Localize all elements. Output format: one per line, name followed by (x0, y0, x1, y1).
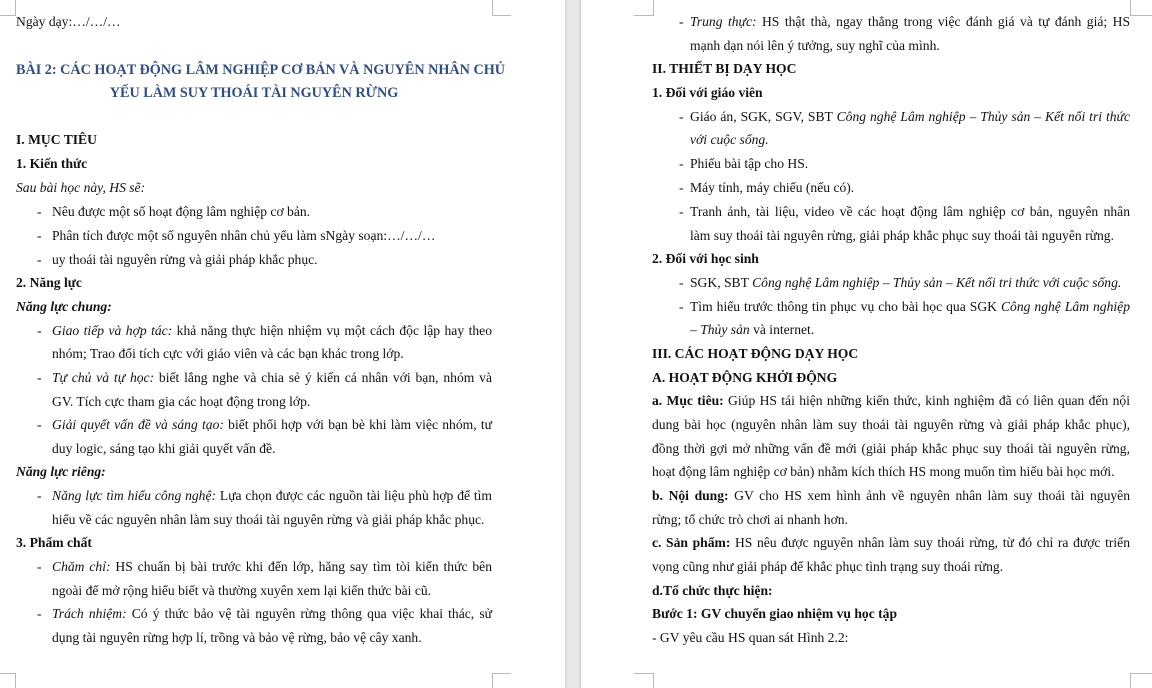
item-text: và internet. (749, 322, 815, 337)
bullet-dash: - (37, 606, 42, 621)
margin-corner-bottom-right (492, 673, 511, 688)
item-label: Trung thực: (690, 14, 757, 29)
bullet-dash: - (37, 323, 42, 338)
bullet-dash: - (679, 109, 684, 124)
list-item-continuation: hiểu về các nguyên nhân làm suy thoái tài nguyên rừng và giải pháp khắc phục. (52, 512, 485, 527)
list-item: Nêu được một số hoạt động lâm nghiệp cơ bản. (52, 204, 311, 219)
item-text: SGK, SBT (690, 275, 753, 290)
paragraph-line: dung bài học (nguyên nhân làm suy thoái tài nguyên rừng và giải pháp khắc phục), (652, 417, 1130, 432)
paragraph-line: vọng cũng như giải pháp để khắc phục tình trạng suy thoái rừng. (652, 559, 1004, 574)
list-item-continuation: duy logic, sáng tạo khi giải quyết vấn đề. (52, 441, 276, 456)
subheading-knowledge: 1. Kiến thức (16, 156, 88, 171)
bullet-dash: - (679, 299, 684, 314)
bullet-dash: - (37, 204, 42, 219)
item-label: Giải quyết vấn đề và sáng tạo: (52, 417, 224, 432)
item-text: biết phối hợp với bạn bè khi làm việc nhóm, tư (223, 417, 492, 432)
item-label: Chăm chỉ: (52, 559, 111, 574)
step1-heading: Bước 1: GV chuyển giao nhiệm vụ học tập (652, 606, 898, 621)
margin-corner-top-left (0, 0, 16, 16)
section-heading-activities: III. CÁC HOẠT ĐỘNG DẠY HỌC (652, 346, 859, 361)
book-title: Công nghệ Lâm nghiệp – Thủy sản – Kết nối tri thức với cuộc sống. (752, 275, 1122, 290)
margin-corner-top-right (492, 0, 511, 16)
margin-corner-bottom-right (1130, 673, 1152, 688)
paragraph-label: a. Mục tiêu: (652, 393, 724, 408)
lesson-title-line2: YẾU LÀM SUY THOÁI TÀI NGUYÊN RỪNG (109, 85, 399, 101)
bullet-dash: - (37, 488, 42, 503)
subheading-competence: 2. Năng lực (16, 275, 82, 290)
list-item-continuation: mạnh dạn nói lên ý tưởng, suy nghĩ của mình. (690, 38, 940, 53)
paragraph-text: GV cho HS xem hình ảnh về nguyên nhân làm suy thoái tài nguyên (728, 488, 1130, 503)
item-text: khả năng thực hiện nhiệm vụ một cách độc lập hay theo (172, 323, 492, 338)
list-item (690, 109, 1130, 125)
bullet-dash: - (37, 252, 42, 267)
step1-instruction: - GV yêu cầu HS quan sát Hình 2.2: (652, 630, 849, 645)
teaching-date: Ngày dạy:…/…/… (16, 14, 121, 29)
item-label: Trách nhiệm: (52, 606, 127, 621)
paragraph-text: Giúp HS tái hiện những kiến thức, kinh nghiệm đã có liên quan đến nội (723, 393, 1131, 408)
paragraph-line: rừng; tổ chức trò chơi ai nhanh hơn. (652, 512, 848, 527)
list-item-continuation: ngoài để mở rộng hiểu biết và thường xuyên xem lại kiến thức bài cũ. (52, 583, 432, 598)
list-item (52, 488, 492, 504)
list-item (690, 14, 1130, 30)
book-title: – Thủy sản (690, 322, 750, 337)
bullet-dash: - (37, 559, 42, 574)
paragraph-label: c. Sản phẩm: (652, 535, 731, 550)
list-item (52, 559, 492, 575)
section-heading-equipment: II. THIẾT BỊ DẠY HỌC (652, 61, 797, 76)
item-text: biết lắng nghe và chia sẻ ý kiến cá nhân với bạn, nhóm và (154, 370, 492, 385)
list-item-continuation: GV. Tích cực tham gia các hoạt động trong lớp. (52, 394, 311, 409)
list-item: Máy tính, máy chiếu (nếu có). (690, 180, 855, 195)
item-label: Tự chủ và tự học: (52, 370, 155, 385)
subheading-qualities: 3. Phẩm chất (16, 535, 92, 550)
list-item-continuation: nhóm; Trao đổi tích cực với giáo viên và các bạn khác trong lớp. (52, 346, 404, 361)
subheading-implementation: d.Tổ chức thực hiện: (652, 583, 773, 598)
bullet-dash: - (37, 370, 42, 385)
bullet-dash: - (679, 275, 684, 290)
bullet-dash: - (37, 417, 42, 432)
item-text: Có ý thức bảo vệ tài nguyên rừng thông qua việc khai thác, sử (126, 606, 492, 621)
item-text: HS chuẩn bị bài trước khi đến lớp, hăng say tìm tòi kiến thức bên (110, 559, 493, 574)
list-item (52, 606, 492, 622)
margin-corner-bottom-left (0, 673, 16, 688)
document-page-right (581, 0, 1152, 688)
list-item-continuation: với cuộc sống. (690, 132, 769, 147)
item-text: Tìm hiểu trước thông tin phục vụ cho bài học qua SGK (690, 299, 1001, 314)
knowledge-intro: Sau bài học này, HS sẽ: (16, 180, 146, 195)
list-item (52, 370, 492, 386)
margin-corner-bottom-left (634, 673, 654, 688)
paragraph-text: HS nêu được nguyên nhân làm suy thoái rừng, từ đó chỉ ra được triển (730, 535, 1130, 550)
bullet-dash: - (679, 14, 684, 29)
list-item (690, 299, 1130, 315)
list-item-continuation (690, 322, 814, 338)
paragraph-line: hoạt động lâm nghiệp cơ bản) nhằm kích thích HS mong muốn tìm hiểu bài học mới. (652, 464, 1115, 479)
paragraph-line: đồng thời gợi mở những vấn đề mới (giải pháp khắc phục suy thoái tài nguyên rừng, (652, 441, 1130, 456)
item-text: HS thật thà, ngay thẳng trong việc đánh giá và tự đánh giá; HS (756, 14, 1131, 29)
subheading-warmup: A. HOẠT ĐỘNG KHỞI ĐỘNG (652, 370, 838, 385)
lesson-title-line1: BÀI 2: CÁC HOẠT ĐỘNG LÂM NGHIỆP CƠ BẢN VÀ NGUYÊN NHÂN CHỦ (16, 62, 505, 78)
list-item: Phiếu bài tập cho HS. (690, 156, 809, 171)
list-item (690, 275, 1121, 291)
bullet-dash: - (37, 228, 42, 243)
item-text: Lựa chọn được các nguồn tài liệu phù hợp để tìm (216, 488, 492, 503)
subheading-for-teacher: 1. Đối với giáo viên (652, 85, 763, 100)
bullet-dash: - (679, 180, 684, 195)
paragraph-label: b. Nội dung: (652, 488, 729, 503)
specific-competence-label: Năng lực riêng: (16, 464, 106, 479)
book-title: Công nghệ Lâm nghiệp (1000, 299, 1131, 314)
item-label: Giao tiếp và hợp tác: (52, 323, 173, 338)
list-item-continuation: làm suy thoái tài nguyên rừng, giải pháp khắc phục suy thoái tài nguyên rừng. (690, 228, 1114, 243)
section-heading-objectives: I. MỤC TIÊU (16, 132, 97, 147)
bullet-dash: - (679, 204, 684, 219)
item-text: Giáo án, SGK, SGV, SBT (690, 109, 837, 124)
list-item: Phân tích được một số nguyên nhân chủ yếu làm sNgày soạn:…/…/… (52, 228, 436, 243)
book-title: Công nghệ Lâm nghiệp – Thủy sản – Kết nối tri thức (836, 109, 1131, 124)
item-label: Năng lực tìm hiểu công nghệ: (52, 488, 217, 503)
list-item: Tranh ảnh, tài liệu, video về các hoạt động lâm nghiệp cơ bản, nguyên nhân (690, 204, 1130, 219)
bullet-dash: - (679, 156, 684, 171)
page-gap (565, 0, 581, 688)
paragraph-line (652, 535, 1130, 551)
margin-corner-top-left (634, 0, 654, 16)
list-item (52, 417, 492, 433)
list-item-continuation: dụng tài nguyên rừng hợp lí, trồng và bảo vệ rừng, bảo vệ cây xanh. (52, 630, 422, 645)
subheading-for-students: 2. Đối với học sinh (652, 251, 759, 266)
list-item (52, 323, 492, 339)
margin-corner-top-right (1130, 0, 1152, 16)
paragraph-line (652, 393, 1130, 409)
document-page-left (0, 0, 565, 688)
paragraph-line (652, 488, 1130, 504)
list-item: uy thoái tài nguyên rừng và giải pháp khắc phục. (52, 252, 318, 267)
general-competence-label: Năng lực chung: (16, 299, 112, 314)
